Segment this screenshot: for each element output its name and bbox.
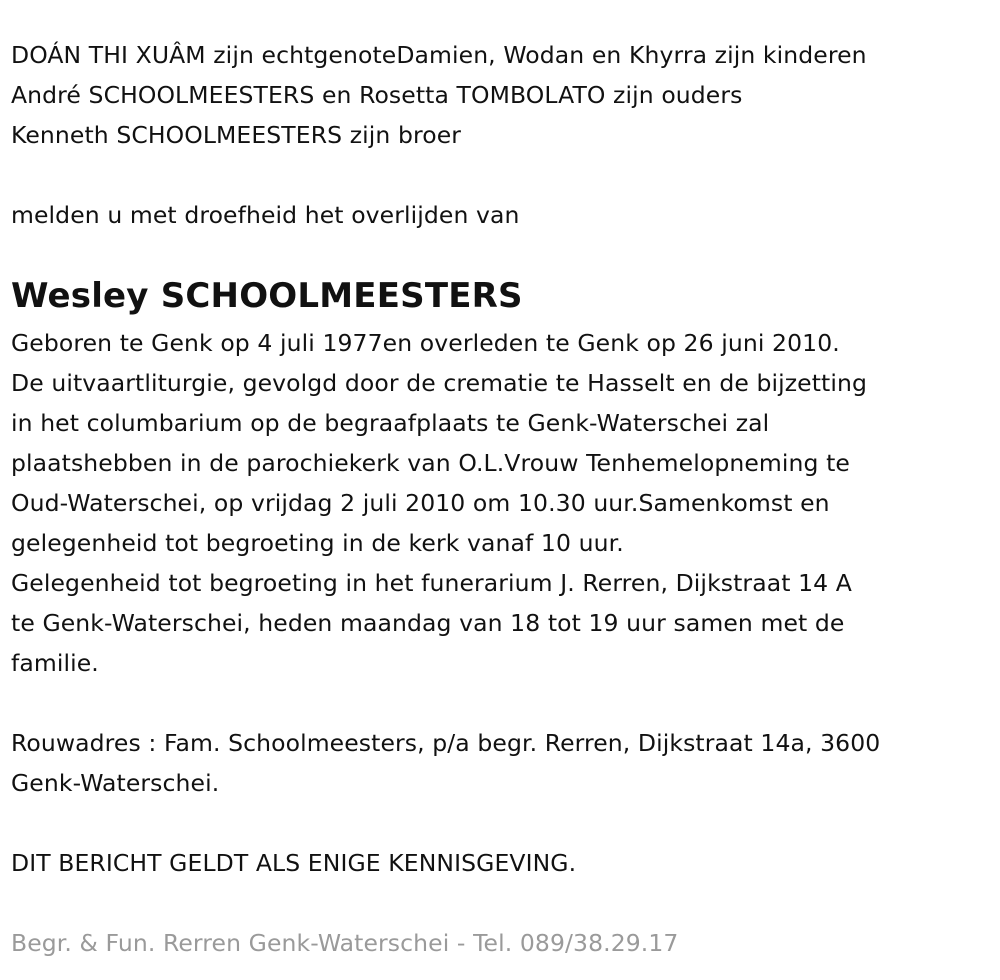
family-line-brother: Kenneth SCHOOLMEESTERS zijn broer <box>11 121 462 149</box>
details-line: plaatshebben in de parochiekerk van O.L.Vrouw Tenhemelopneming te <box>11 449 850 477</box>
address-line: Genk-Waterschei. <box>11 769 220 797</box>
details-line: in het columbarium op de begraafplaats te Genk-Waterschei zal <box>11 409 770 437</box>
family-members-section <box>11 35 867 155</box>
announcement-section <box>11 195 520 235</box>
details-line: gelegenheid tot begroeting in de kerk vanaf 10 uur. <box>11 529 624 557</box>
family-line-parents: André SCHOOLMEESTERS en Rosetta TOMBOLATO zijn ouders <box>11 81 743 109</box>
announcement-text: melden u met droefheid het overlijden van <box>11 201 520 229</box>
funeral-home-footer: Begr. & Fun. Rerren Genk-Waterschei - Tel. 089/38.29.17 <box>11 929 679 957</box>
details-line: Oud-Waterschei, op vrijdag 2 juli 2010 om 10.30 uur.Samenkomst en <box>11 489 830 517</box>
details-line: Geboren te Genk op 4 juli 1977en overleden te Genk op 26 juni 2010. <box>11 329 840 357</box>
deceased-name: Wesley SCHOOLMEESTERS <box>11 276 523 316</box>
notice-section <box>11 843 576 883</box>
family-line-spouse-children: DOÁN THI XUÂM zijn echtgenoteDamien, Wodan en Khyrra zijn kinderen <box>11 41 867 69</box>
mourning-address-section <box>11 723 880 803</box>
address-line: Rouwadres : Fam. Schoolmeesters, p/a begr. Rerren, Dijkstraat 14a, 3600 <box>11 729 881 757</box>
details-line: te Genk-Waterschei, heden maandag van 18 tot 19 uur samen met de <box>11 609 845 637</box>
funeral-details-section <box>11 323 867 683</box>
details-line: De uitvaartliturgie, gevolgd door de crematie te Hasselt en de bijzetting <box>11 369 868 397</box>
sole-notice-text: DIT BERICHT GELDT ALS ENIGE KENNISGEVING. <box>11 849 577 877</box>
details-line: familie. <box>11 649 99 677</box>
details-line: Gelegenheid tot begroeting in het funerarium J. Rerren, Dijkstraat 14 A <box>11 569 852 597</box>
